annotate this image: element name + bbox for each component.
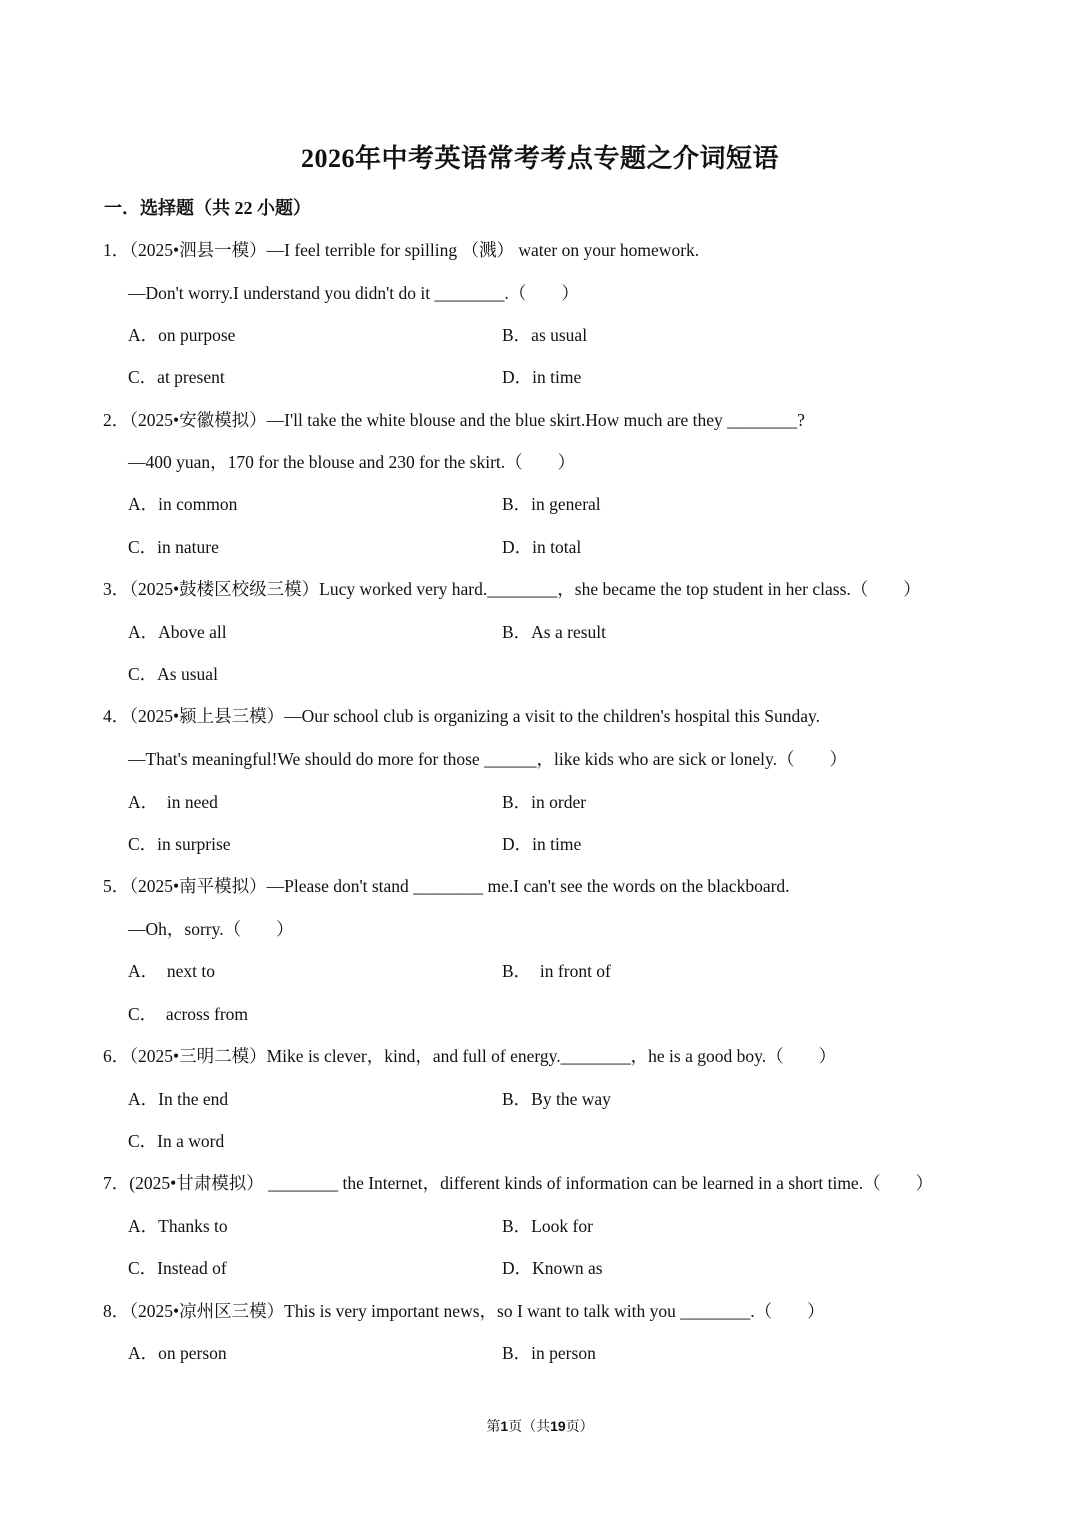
question-1-continuation: —Don't worry.I understand you didn't do it ________.（ ）	[128, 283, 579, 303]
question-5-continuation: —Oh，sorry.（ ）	[128, 919, 294, 939]
question-3-option-b: B．As a result	[502, 622, 607, 642]
document-title: 2026年中考英语常考考点专题之介词短语	[300, 144, 779, 173]
question-1-option-b: B．as usual	[502, 325, 588, 345]
question-7-option-b: B．Look for	[502, 1216, 593, 1236]
question-6-option-a: A．In the end	[128, 1089, 229, 1109]
page-footer	[0, 1416, 1080, 1436]
question-6-option-c: C．In a word	[128, 1131, 225, 1151]
question-2-option-c: C．in nature	[128, 537, 219, 557]
footer-page-number: 1	[500, 1418, 509, 1434]
question-4-continuation: —That's meaningful!We should do more for those ______，like kids who are sick or lonely.（ ）	[128, 749, 847, 769]
question-2-stem: 2．（2025•安徽模拟）—I'll take the white blouse and the blue skirt.How much are they ________?	[103, 410, 805, 430]
question-8-option-a: A．on person	[128, 1343, 227, 1363]
question-6-stem: 6．（2025•三明二模）Mike is clever，kind，and full of energy.________，he is a good boy.（ ）	[103, 1046, 837, 1066]
question-3-option-c: C．As usual	[128, 664, 218, 684]
question-4-option-a: A． in need	[128, 792, 218, 812]
section-heading: 一．选择题（共 22 小题）	[104, 198, 311, 218]
question-5-option-b: B． in front of	[502, 961, 611, 981]
question-4-option-b: B．in order	[502, 792, 587, 812]
footer-prefix: 第	[486, 1420, 501, 1435]
question-4-option-d: D．in time	[502, 834, 582, 854]
footer-middle: 页（共	[508, 1420, 551, 1435]
question-7-stem: 7．(2025•甘肃模拟） ________ the Internet，different kinds of information can be learned in a short time.（ ）	[103, 1173, 934, 1193]
question-1-option-a: A．on purpose	[128, 325, 236, 345]
question-5-option-a: A． next to	[128, 961, 216, 981]
question-2-option-b: B．in general	[502, 494, 601, 514]
question-2-option-d: D．in total	[502, 537, 582, 557]
question-3-option-a: A．Above all	[128, 622, 227, 642]
question-6-option-b: B．By the way	[502, 1089, 611, 1109]
question-5-stem: 5．（2025•南平模拟）—Please don't stand ________ me.I can't see the words on the blackboard.	[103, 876, 790, 896]
footer-suffix: 页）	[565, 1420, 594, 1435]
footer-total-pages: 19	[550, 1418, 566, 1434]
question-1-option-c: C．at present	[128, 367, 225, 387]
question-4-option-c: C．in surprise	[128, 834, 231, 854]
question-7-option-a: A．Thanks to	[128, 1216, 228, 1236]
question-8-stem: 8．（2025•凉州区三模）This is very important news，so I want to talk with you ________.（ ）	[103, 1301, 825, 1321]
question-5-option-c: C． across from	[128, 1004, 249, 1024]
question-3-stem: 3．（2025•鼓楼区校级三模）Lucy worked very hard.________，she became the top student in her class.（ ）	[103, 579, 921, 599]
question-2-option-a: A．in common	[128, 494, 238, 514]
question-1-stem: 1．（2025•泗县一模）—I feel terrible for spilling （溅） water on your homework.	[103, 240, 700, 260]
question-8-option-b: B．in person	[502, 1343, 596, 1363]
question-7-option-c: C．Instead of	[128, 1258, 227, 1278]
question-7-option-d: D．Known as	[502, 1258, 603, 1278]
question-1-option-d: D．in time	[502, 367, 582, 387]
question-4-stem: 4．（2025•颍上县三模）—Our school club is organizing a visit to the children's hospital this Sunday.	[103, 706, 820, 726]
question-2-continuation: —400 yuan，170 for the blouse and 230 for the skirt.（ ）	[128, 452, 576, 472]
